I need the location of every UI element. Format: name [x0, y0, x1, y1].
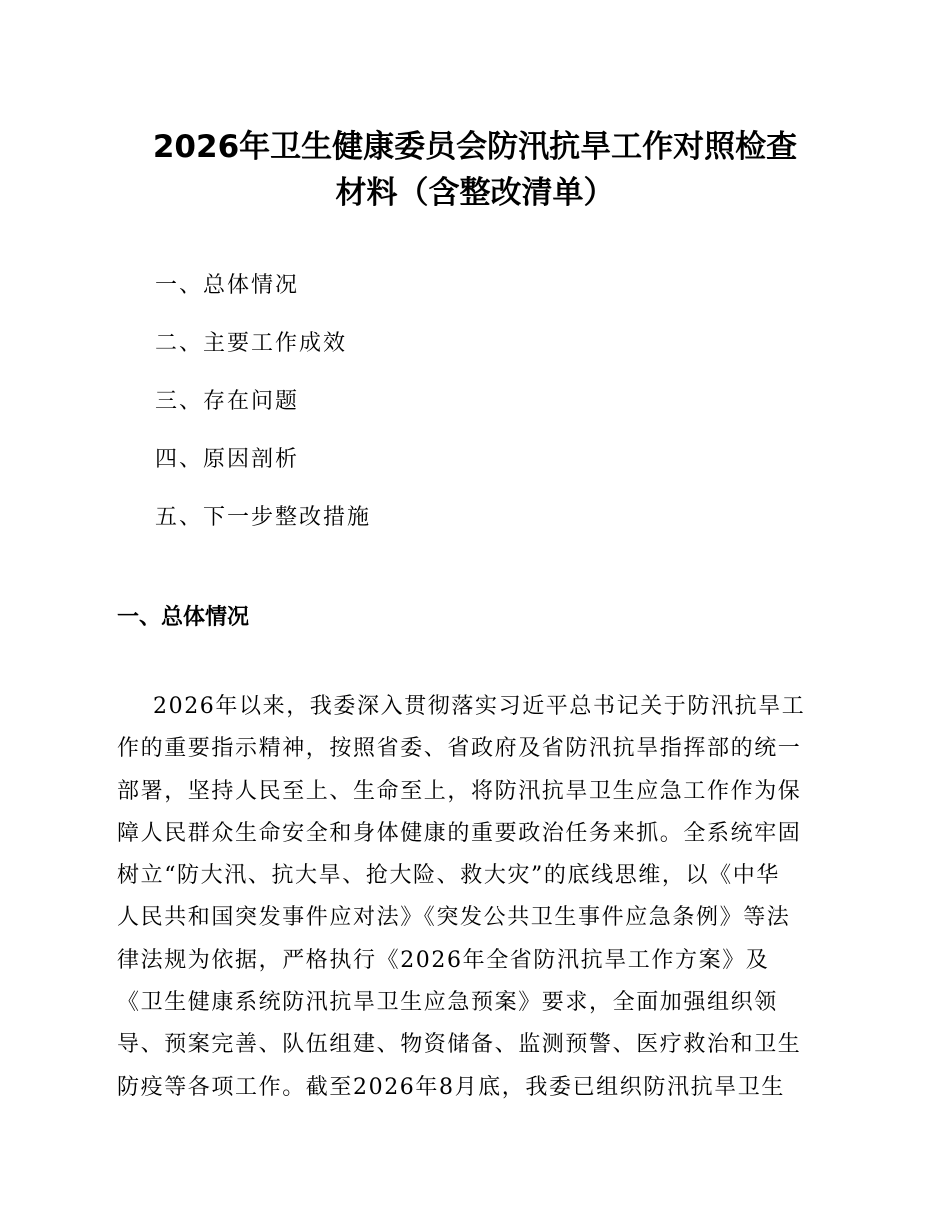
paragraph-line: 部署，坚持人民至上、生命至上，将防汛抗旱卫生应急工作作为保	[117, 778, 802, 804]
document-title-line-1: 2026年卫生健康委员会防汛抗旱工作对照检查	[152, 129, 798, 165]
toc-item-3: 三、存在问题	[155, 389, 300, 414]
paragraph-line: 导、预案完善、队伍组建、物资储备、监测预警、医疗救治和卫生	[117, 1032, 802, 1058]
section-heading-overview: 一、总体情况	[117, 605, 250, 630]
toc-item-4: 四、原因剖析	[155, 447, 300, 472]
toc-item-2: 二、主要工作成效	[155, 331, 348, 356]
paragraph-line: 作的重要指示精神，按照省委、省政府及省防汛抗旱指挥部的统一	[117, 736, 802, 762]
paragraph-line: 2026年以来，我委深入贯彻落实习近平总书记关于防汛抗旱工	[153, 694, 806, 719]
paragraph-line: 《卫生健康系统防汛抗旱卫生应急预案》要求，全面加强组织领	[117, 990, 778, 1016]
paragraph-line: 障人民群众生命安全和身体健康的重要政治任务来抓。全系统牢固	[117, 820, 802, 846]
document-title	[95, 124, 855, 216]
toc-item-5: 五、下一步整改措施	[155, 505, 372, 530]
paragraph-line: 人民共和国突发事件应对法》《突发公共卫生事件应急条例》等法	[117, 905, 791, 931]
paragraph-line: 树立“防大汛、抗大旱、抢大险、救大灾”的底线思维，以《中华	[117, 863, 780, 889]
document-title-line-2: 材料（含整改清单）	[335, 175, 615, 211]
overview-paragraph	[117, 686, 837, 1109]
table-of-contents	[155, 264, 371, 554]
toc-item-1: 一、总体情况	[155, 273, 300, 298]
paragraph-line: 防疫等各项工作。截至2026年8月底，我委已组织防汛抗旱卫生	[117, 1074, 785, 1100]
paragraph-line: 律法规为依据，严格执行《2026年全省防汛抗旱工作方案》及	[117, 947, 770, 973]
